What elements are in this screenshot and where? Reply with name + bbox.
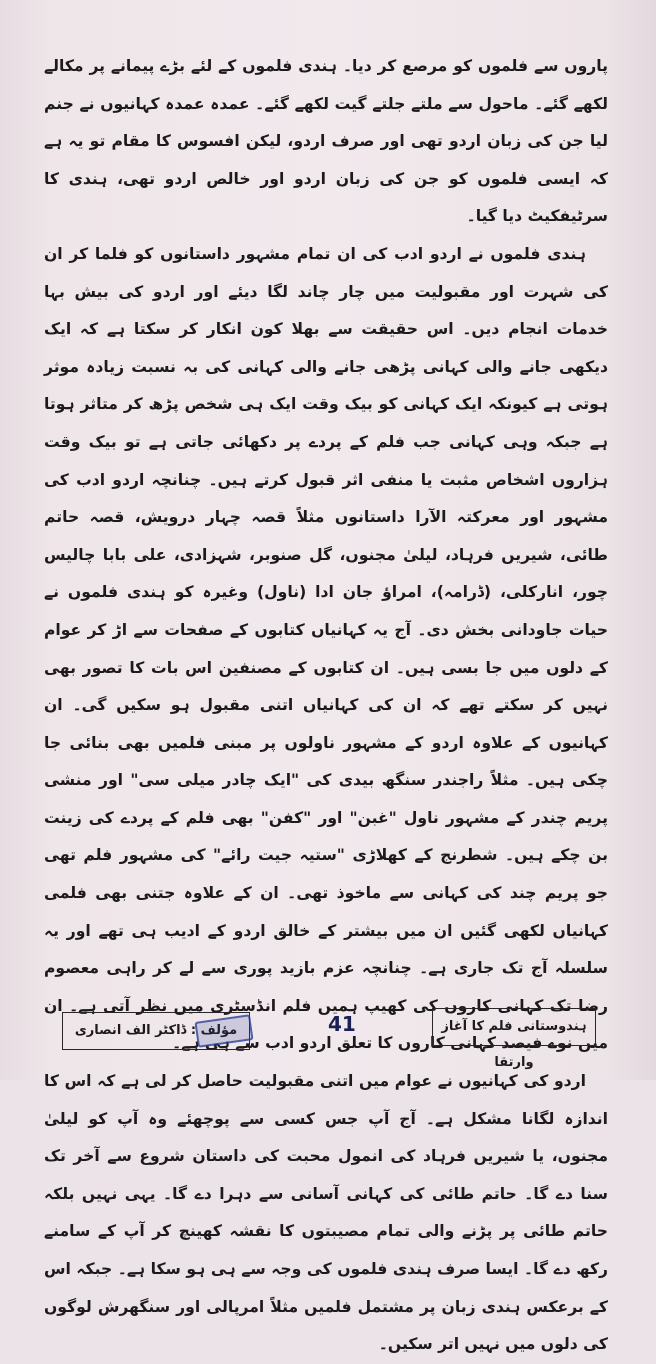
author-box: مؤلف : ڈاکٹر الف انصاری (62, 1012, 250, 1050)
book-title-box: ہندوستانی فلم کا آغاز وارتقا (432, 1008, 596, 1046)
paragraph-3: اردو کی کہانیوں نے عوام میں اتنی مقبولیت حاصل کر لی ہے کہ اس کا اندازہ لگانا مشکل ہے۔ آج آپ جس کسی سے پوچھئے وہ آپ کو لیلیٰ مجنوں، یا شیریں فرہاد کی انمول محبت کی داستان شروع سے آخر تک سنا دے گا۔ حاتم طائی کی کہانی آسانی سے دہرا دے گا۔ یہی نہیں بلکہ حاتم طائی پر پڑنے والی تمام مصیبتوں کا نقشہ کھینچ کر آپ کے سامنے رکھ دے گا۔ ایسا صرف ہندی فلموں کی وجہ سے ہی ہو سکا ہے۔ جبکہ اس کے برعکس ہندی زبان پر مشتمل فلمیں مثلاً امرپالی اور سنگھرش لوگوں کی دلوں میں نہیں اتر سکیں۔ (44, 1072, 608, 1354)
paragraph-1: پاروں سے فلموں کو مرصع کر دیا۔ ہندی فلموں کے لئے بڑے پیمانے پر مکالے لکھے گئے۔ ماحول سے ملتے جلتے گیت لکھے گئے۔ عمدہ عمدہ کہانیوں نے جنم لیا جن کی زبان اردو تھی اور صرف اردو، لیکن افسوس کا مقام تو یہ ہے کہ ایسی فلموں کو جن کی زبان اردو اور خالص اردو تھی، ہندی کا سرٹیفکیٹ دیا گیا۔ (44, 57, 608, 226)
page-number: 41 (328, 1012, 356, 1036)
page-footer (0, 1008, 656, 1070)
body-text (44, 48, 608, 1364)
paragraph-2: ہندی فلموں نے اردو ادب کی ان تمام مشہور داستانوں کو فلما کر ان کی شہرت اور مقبولیت میں چار چاند لگا دیئے اور اردو کی بیش بہا خدمات انجام دیں۔ اس حقیقت سے بھلا کون انکار کر سکتا ہے کہ ایک دیکھی جانے والی کہانی پڑھی جانے والی کہانی کی بہ نسبت زیادہ موثر ہوتی ہے کیونکہ ایک کہانی کو بیک وقت ایک ہی شخص پڑھ کر متاثر ہوتا ہے جبکہ وہی کہانی جب فلم کے پردے پر دکھائی جاتی ہے تو بیک وقت ہزاروں اشخاص مثبت یا منفی اثر قبول کرتے ہیں۔ چنانچہ اردو ادب کی مشہور اور معرکتہ الآرا داستانوں مثلاً قصہ چہار درویش، قصہ حاتم طائی، شیریں فرہاد، لیلیٰ مجنوں، گل صنوبر، شہزادی، علی بابا چالیس چور، انارکلی، (ڈرامہ)، امراؤ جان ادا (ناول) وغیرہ کو ہندی فلموں نے حیات جاودانی بخش دی۔ آج یہ کہانیاں کتابوں کے صفحات سے اڑ کر عوام کے دلوں میں جا بسی ہیں۔ ان کتابوں کے مصنفین اس بات کا تصور بھی نہیں کر سکتے تھے کہ ان کی کہانیاں اتنی مقبول ہو سکیں گی۔ ان کہانیوں کے علاوہ اردو کے مشہور ناولوں پر مبنی فلمیں بھی بنائی جا چکی ہیں۔ مثلاً راجندر سنگھ بیدی کی "ایک چادر میلی سی" اور منشی پریم چندر کے مشہور ناول "غبن" اور "کفن" بھی فلم کے پردے کی زینت بن چکے ہیں۔ شطرنج کے کھلاڑی "ستیہ جیت رائے" کی مشہور فلم تھی جو پریم چند کی کہانی سے ماخوذ تھی۔ ان کے علاوہ جتنی بھی فلمی کہانیاں لکھی گئیں ان میں بیشتر کے خالق اردو کے ادیب ہی تھے اور یہ سلسلہ آج تک جاری ہے۔ چنانچہ عزم بازید پوری سے لے کر راہی معصوم رضا تک کہانی کاروں کی کھیپ ہمیں فلم انڈسٹری میں نظر آتی ہے۔ ان میں نوے فیصد کہانی کاروں کا تعلق اردو ادب سے ہی ہے۔ (44, 244, 608, 1053)
